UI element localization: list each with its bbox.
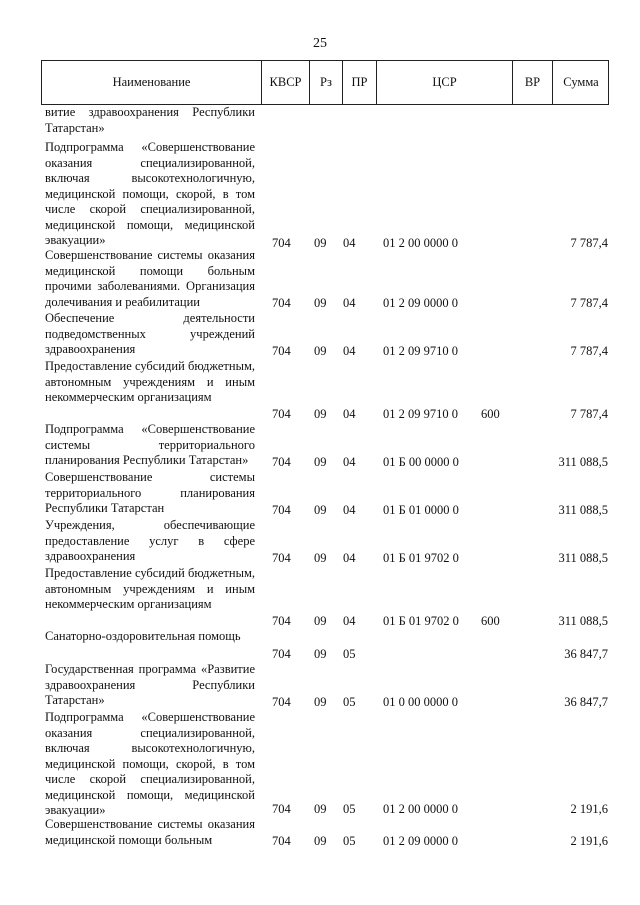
table-row: [0, 566, 640, 629]
row-name: Учреждения, обеспечивающие предоставление услуг в сфере здравоохранения: [45, 518, 255, 563]
row-vr: 600: [481, 406, 500, 421]
row-pr: 04: [343, 235, 356, 250]
header-sum: Сумма: [552, 61, 609, 104]
row-name: Совершенствование системы оказания медицинской помощи больным: [45, 817, 255, 847]
row-pr: 04: [343, 406, 356, 421]
table-row: [0, 311, 640, 359]
row-name: Совершенствование системы оказания медицинской помощи больным прочими заболеваниями. Организация долечивания и реабилитации: [45, 248, 255, 309]
row-rz: 09: [314, 343, 327, 358]
row-kvsr: 704: [272, 295, 291, 310]
row-rz: 09: [314, 454, 327, 469]
row-sum: 2 191,6: [570, 801, 608, 816]
row-kvsr: 704: [272, 833, 291, 848]
table-row: [0, 359, 640, 422]
row-rz: 09: [314, 235, 327, 250]
row-rz: 09: [314, 406, 327, 421]
row-sum: 7 787,4: [570, 235, 608, 250]
row-name: витие здравоохранения Республики Татарстан»: [45, 105, 255, 135]
row-vr: 600: [481, 613, 500, 628]
row-pr: 05: [343, 646, 356, 661]
row-sum: 7 787,4: [570, 406, 608, 421]
row-sum: 36 847,7: [564, 694, 608, 709]
row-sum: 311 088,5: [558, 454, 608, 469]
table-row: [0, 662, 640, 710]
row-csr: 01 Б 01 0000 0: [383, 502, 459, 517]
row-kvsr: 704: [272, 502, 291, 517]
row-rz: 09: [314, 833, 327, 848]
row-rz: 09: [314, 295, 327, 310]
row-kvsr: 704: [272, 694, 291, 709]
row-sum: 36 847,7: [564, 646, 608, 661]
header-pr: ПР: [342, 61, 376, 104]
row-rz: 09: [314, 613, 327, 628]
header-vr: ВР: [512, 61, 552, 104]
row-sum: 311 088,5: [558, 502, 608, 517]
table-header: [41, 60, 609, 105]
table-row: [0, 710, 640, 817]
row-pr: 04: [343, 550, 356, 565]
row-csr: 01 Б 01 9702 0: [383, 550, 459, 565]
page-number: 25: [313, 36, 327, 51]
row-pr: 04: [343, 343, 356, 358]
header-name: Наименование: [112, 75, 191, 89]
row-kvsr: 704: [272, 550, 291, 565]
row-pr: 05: [343, 801, 356, 816]
row-csr: 01 Б 00 0000 0: [383, 454, 459, 469]
header-kvsr: КВСР: [261, 61, 309, 104]
row-csr: 01 2 09 9710 0: [383, 406, 458, 421]
row-name: Предоставление субсидий бюджетным, автономным учреждениям и иным некоммерческим организациям: [45, 566, 255, 611]
row-kvsr: 704: [272, 801, 291, 816]
row-kvsr: 704: [272, 454, 291, 469]
table-row: [0, 140, 640, 251]
row-kvsr: 704: [272, 613, 291, 628]
row-csr: 01 2 09 0000 0: [383, 295, 458, 310]
row-csr: 01 2 09 9710 0: [383, 343, 458, 358]
row-pr: 04: [343, 454, 356, 469]
row-sum: 7 787,4: [570, 295, 608, 310]
row-pr: 04: [343, 295, 356, 310]
table-row: [0, 518, 640, 566]
row-name: Предоставление субсидий бюджетным, автономным учреждениям и иным некоммерческим организациям: [45, 359, 255, 404]
row-name: Государственная программа «Развитие здравоохранения Республики Татарстан»: [45, 662, 255, 707]
row-name: Санаторно-оздоровительная помощь: [45, 629, 241, 643]
row-sum: 2 191,6: [570, 833, 608, 848]
table-row: [0, 248, 640, 311]
row-kvsr: 704: [272, 406, 291, 421]
table-row: [0, 422, 640, 470]
row-csr: 01 Б 01 9702 0: [383, 613, 459, 628]
row-csr: 01 2 09 0000 0: [383, 833, 458, 848]
row-sum: 7 787,4: [570, 343, 608, 358]
row-csr: 01 0 00 0000 0: [383, 694, 458, 709]
row-name: Обеспечение деятельности подведомственных учреждений здравоохранения: [45, 311, 255, 356]
row-pr: 05: [343, 833, 356, 848]
header-rz: Рз: [309, 61, 342, 104]
table-row: [0, 470, 640, 518]
header-csr: ЦСР: [376, 61, 512, 104]
row-kvsr: 704: [272, 235, 291, 250]
table-row: [0, 629, 640, 662]
row-sum: 311 088,5: [558, 613, 608, 628]
row-name: Подпрограмма «Совершенствование системы территориального планирования Республики Татарстан»: [45, 422, 255, 467]
row-rz: 09: [314, 801, 327, 816]
row-csr: 01 2 00 0000 0: [383, 235, 458, 250]
row-name: Подпрограмма «Совершенствование оказания специализированной, включая высокотехнологичную, медицинской помощи, скорой, в том числе скорой специализированной, медицинской помощи, медицинской эвакуации»: [45, 140, 255, 247]
row-csr: 01 2 00 0000 0: [383, 801, 458, 816]
table-row: [0, 105, 640, 136]
row-name: Подпрограмма «Совершенствование оказания специализированной, включая высокотехнологичную, медицинской помощи, скорой, в том числе скорой специализированной, медицинской помощи, медицинской эвакуации»: [45, 710, 255, 817]
row-rz: 09: [314, 694, 327, 709]
table-row: [0, 817, 640, 849]
row-pr: 05: [343, 694, 356, 709]
row-pr: 04: [343, 613, 356, 628]
row-rz: 09: [314, 550, 327, 565]
row-pr: 04: [343, 502, 356, 517]
row-name: Совершенствование системы территориального планирования Республики Татарстан: [45, 470, 255, 515]
row-sum: 311 088,5: [558, 550, 608, 565]
row-kvsr: 704: [272, 646, 291, 661]
row-kvsr: 704: [272, 343, 291, 358]
row-rz: 09: [314, 502, 327, 517]
row-rz: 09: [314, 646, 327, 661]
